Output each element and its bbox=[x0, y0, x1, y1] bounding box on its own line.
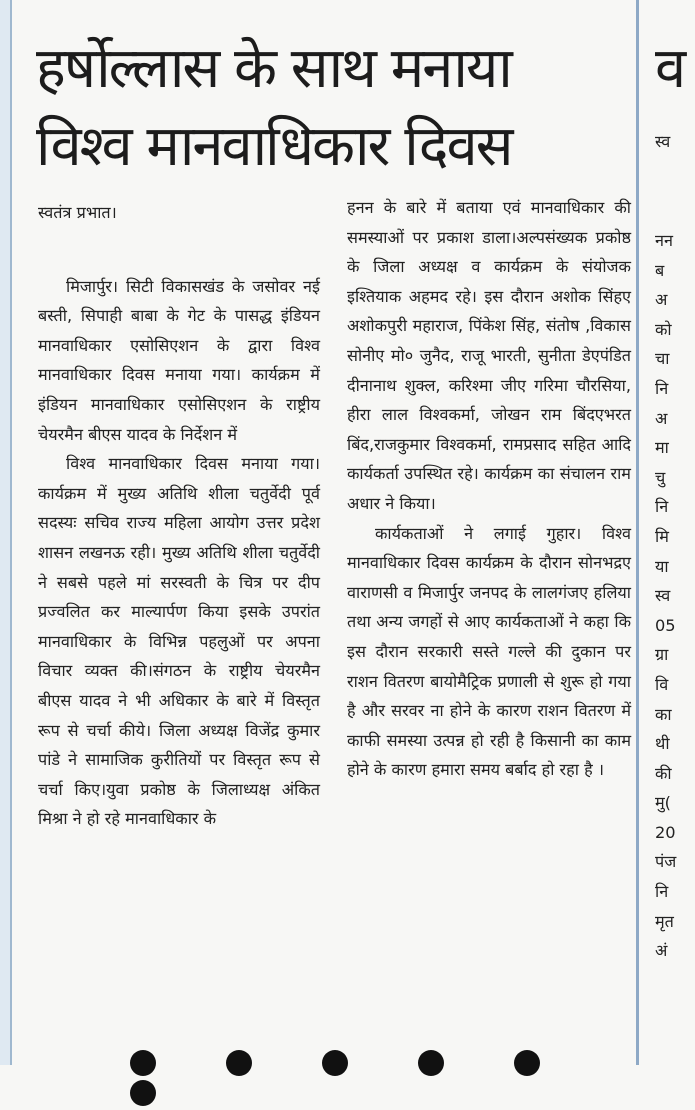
edge-line: अ bbox=[655, 290, 668, 310]
adjacent-article-text-fragment bbox=[655, 226, 695, 966]
edge-line: स्व bbox=[655, 586, 671, 606]
article-headline bbox=[36, 30, 626, 186]
glyph-fragment bbox=[418, 1050, 444, 1076]
edge-line: नि bbox=[655, 497, 669, 517]
article-column-1 bbox=[38, 198, 320, 834]
column-divider bbox=[636, 0, 639, 1065]
article-column-2 bbox=[347, 193, 631, 785]
edge-line: नन bbox=[655, 231, 673, 250]
glyph-fragment bbox=[130, 1050, 156, 1076]
paragraph: विश्व मानवाधिकार दिवस मनाया गया।कार्यक्रम में मुख्य अतिथि शीला चतुर्वेदी पूर्व सदस्यः सचिव राज्य महिला आयोग उत्तर प्रदेश शासन लखनऊ रही। मुख्य अतिथि शीला चतुर्वेदी ने सबसे पहले मां सरस्वती के चित्र पर दीप प्रज्वलित कर माल्यार्पण किया इसके उपरांत मानवाधिकार के विभिन्न पहलुओं पर अपना विचार व्यक्त की।संगठन के राष्ट्रीय चेयरमैन बीएस यादव ने भी अधिकार के बारे में विस्तृत रूप से चर्चा कीये। जिला अध्यक्ष विजेंद्र कुमार पांडे ने सामाजिक कुरीतियों पर विस्तृत रूप से चर्चा किए।युवा प्रकोष्ठ के जिलाध्यक्ष अंकित मिश्रा ने हो रहे मानवाधिकार के bbox=[38, 454, 320, 829]
edge-line: 20 bbox=[655, 822, 676, 842]
paragraph: कार्यकताओं ने लगाई गुहार। विश्व मानवाधिकार दिवस कार्यक्रम के दौरान सोनभद्रए वाराणसी व मिजार्पुर जनपद के लालगंजए हलिया तथा अन्य जगहों से आए कार्यकताओं ने कहा कि इस दौरान सरकारी सस्ते गल्ले की दुकान पर राशन वितरण बायोमैट्रिक प्रणाली से शुरू हो गया है और सरवर ना होने के कारण राशन वितरण में काफी समस्या उत्पन्न हो रही है किसानी का काम होने के कारण हमारा समय बर्बाद हो रहा है । bbox=[347, 523, 631, 780]
edge-line: मा bbox=[655, 438, 669, 458]
glyph-fragment bbox=[322, 1050, 348, 1076]
edge-line: पंज bbox=[655, 852, 677, 872]
paragraph: मिजार्पुर। सिटी विकासखंड के जसोवर नई बस्ती, सिपाही बाबा के गेट के पासद्ध इंडियन मानवाधिकार एसोसिएशन के द्वारा विश्व मानवाधिकार दिवस मनाया गया। कार्यक्रम में इंडियन मानवाधिकार एसोसिएशन के राष्ट्रीय चेयरमैन बीएस यादव के निर्देशन में bbox=[38, 276, 320, 444]
edge-line: ग्रा bbox=[655, 645, 669, 665]
glyph-fragment bbox=[514, 1050, 540, 1076]
glyph-fragment bbox=[226, 1050, 252, 1076]
edge-line: थी bbox=[655, 734, 670, 754]
edge-line: की bbox=[655, 763, 672, 783]
edge-line: या bbox=[655, 556, 669, 576]
paragraph: हनन के बारे में बताया एवं मानवाधिकार की समस्याओं पर प्रकाश डाला।अल्पसंख्यक प्रकोष्ठ के जिला अध्यक्ष व कार्यक्रम के संयोजक इश्तियाक अहमद रहे। इस दौरान अशोक सिंहए अशोकपुरी महाराज, पिंकेश सिंह, संतोष ,विकास सोनीए मो० जुनैद, राजू भारती, सुनीता डेएपंडित दीनानाथ शुक्ल, करिश्मा जीए गरिमा चौरसिया, हीरा लाल विश्वकर्मा, जोखन राम बिंदएभरत बिंद,राजकुमार विश्वकर्मा, रामप्रसाद सहित आदि कार्यकर्ता उपस्थित रहे। कार्यक्रम का संचालन राम अधार ने किया। bbox=[347, 198, 631, 513]
edge-line: अ bbox=[655, 408, 668, 428]
spacer bbox=[38, 228, 320, 272]
edge-line: मु( bbox=[655, 793, 671, 813]
next-headline-fragment bbox=[130, 1050, 678, 1065]
article-byline: स्वतंत्र प्रभात। bbox=[38, 203, 117, 222]
edge-line: चु bbox=[655, 467, 666, 487]
edge-line: नि bbox=[655, 882, 669, 902]
edge-line: नि bbox=[655, 378, 669, 398]
edge-line: को bbox=[655, 319, 672, 339]
adjacent-article-headline-fragment: व bbox=[655, 36, 687, 101]
edge-line: वि bbox=[655, 674, 669, 694]
page-left-margin bbox=[0, 0, 12, 1065]
adjacent-article-byline-fragment: स्व bbox=[655, 132, 671, 151]
edge-line: अं bbox=[655, 941, 668, 961]
edge-line: का bbox=[655, 704, 672, 724]
edge-line: मि bbox=[655, 526, 669, 546]
edge-line: 05 bbox=[655, 615, 676, 635]
edge-line: ब bbox=[655, 260, 665, 280]
edge-line: मृत bbox=[655, 911, 674, 931]
edge-line: चा bbox=[655, 349, 670, 369]
headline-line-1: हर्षोल्लास के साथ मनाया bbox=[36, 36, 511, 101]
glyph-fragment bbox=[130, 1080, 156, 1106]
headline-line-2: विश्व मानवाधिकार दिवस bbox=[36, 114, 512, 179]
